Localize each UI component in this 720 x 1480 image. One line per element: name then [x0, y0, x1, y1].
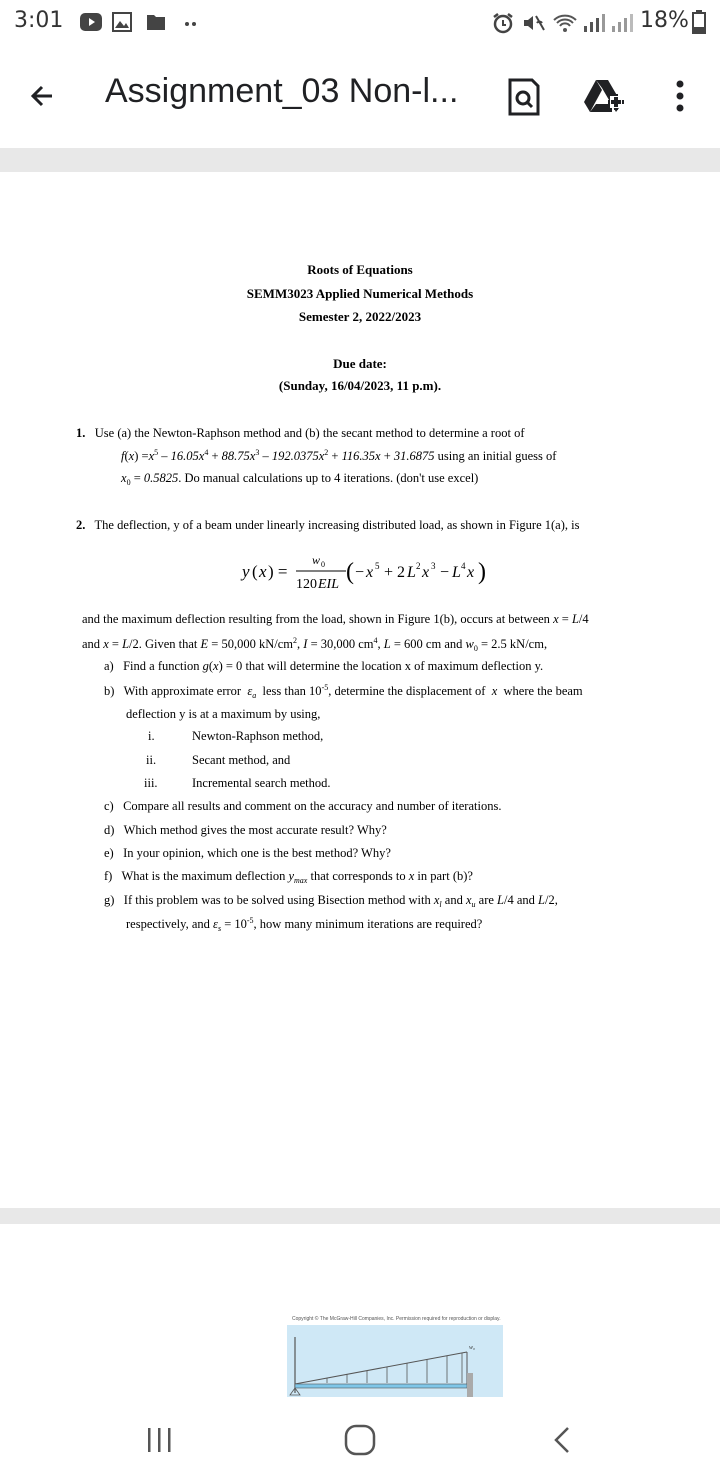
q2-line1 [76, 518, 579, 533]
doc-title: Roots of Equations [307, 262, 413, 277]
status-bar [0, 0, 720, 44]
q2-and: and [82, 637, 101, 651]
part-f-text2: that corresponds to [310, 869, 406, 883]
alarm-icon [492, 12, 514, 34]
more-dots-icon [184, 12, 198, 32]
back-arrow-icon[interactable] [22, 74, 66, 118]
svg-text:x: x [366, 564, 374, 581]
q2-part-a: a) Find a function g(x) = 0 that will determine the location x of maximum deflection y. [104, 659, 544, 673]
more-vert-icon[interactable] [668, 74, 692, 118]
signal-icon [582, 12, 608, 34]
app-bar [0, 44, 720, 148]
part-b-line2: deflection y is at a maximum by using, [126, 707, 321, 721]
svg-text:x: x [422, 564, 430, 581]
home-icon[interactable] [338, 1422, 382, 1458]
part-g-text1: If this problem was to be solved using Bisection method with [123, 893, 431, 907]
youtube-icon [80, 12, 102, 32]
battery-icon [692, 10, 706, 34]
q1-line3: $x_0 = 0.5825$. Do manual calculations up to 4 iterations. (don't use excel) [121, 471, 479, 487]
due-value: (Sunday, 16/04/2023, 11 p.m). [278, 378, 442, 393]
add-to-drive-icon[interactable] [582, 76, 628, 116]
part-d-text: Which method gives the most accurate result? Why? [123, 823, 387, 837]
q2-line-a: and the maximum deflection resulting from the load, shown in Figure 1(b), occurs at between x = L/4 [82, 612, 589, 626]
part-g-text2: and [444, 893, 463, 907]
roman-item [148, 729, 155, 744]
part-g-label: g) [104, 893, 115, 907]
part-d-label: d) [104, 823, 115, 837]
svg-text:5: 5 [375, 561, 380, 571]
part-f-text1: What is the maximum deflection [121, 869, 286, 883]
part-b-label: b) [104, 684, 115, 698]
roman-text: Secant method, and [192, 753, 291, 767]
q2-part-g: g) If this problem was to be solved using Bisection method with $x_l$ and $x_u$ are L/4 and L/2, [104, 893, 558, 909]
signal-icon [610, 12, 636, 34]
gallery-icon [112, 12, 132, 32]
svg-text:(: ( [346, 559, 354, 585]
svg-text:2: 2 [416, 561, 421, 571]
deflection-formula [240, 549, 500, 593]
part-f-label: f) [104, 869, 113, 883]
part-b-text3: , determine the displacement of [328, 684, 486, 698]
svg-text:): ) [478, 559, 486, 585]
q1-x0: 0.5825 [143, 471, 179, 485]
q1-text: Use (a) the Newton-Raphson method and (b) the secant method to determine a root of [94, 426, 525, 440]
roman-text: Newton-Raphson method, [192, 729, 324, 743]
mute-icon [522, 12, 546, 34]
svg-text:4: 4 [461, 561, 466, 571]
status-time: 3:01 [14, 8, 64, 33]
q2-max-deflection-text: and the maximum deflection resulting from the load, shown in Figure 1(b), occurs at between [82, 612, 550, 626]
q2-intro: The deflection, y of a beam under linearly increasing distributed load, as shown in Figure 1(a), is [94, 518, 580, 532]
svg-text:120: 120 [296, 577, 317, 592]
doc-semester: Semester 2, 2022/2023 [298, 309, 422, 324]
svg-text:EIL: EIL [318, 577, 339, 592]
q2-part-b-line2 [126, 707, 320, 722]
back-icon[interactable] [546, 1422, 576, 1458]
part-e-label: e) [104, 846, 114, 860]
part-g-text5: , how many minimum iterations are required? [253, 917, 483, 931]
part-a-text2: that will determine the location x of maximum deflection y. [245, 659, 544, 673]
page-gap [0, 148, 720, 172]
svg-text:x: x [467, 564, 475, 581]
part-b-text2: less than 10 [262, 684, 322, 698]
svg-text:) =: ) = [268, 562, 288, 581]
roman-num: iii. [144, 776, 158, 790]
battery-percent: 18% [640, 8, 689, 33]
q1-line1 [76, 426, 524, 441]
wifi-icon [552, 12, 578, 34]
coef-3: 192.0375 [271, 449, 319, 463]
roman-item-text [192, 753, 290, 768]
q1-initial-guess: using an initial guess of [437, 449, 557, 463]
svg-text:w: w [312, 553, 321, 567]
due-label: Due date: [333, 356, 387, 371]
page-gap [0, 1208, 720, 1224]
svg-text:L: L [407, 564, 416, 581]
figure-caption: Copyright © The McGraw-Hill Companies, Inc. Permission required for reproduction or display. [292, 1316, 501, 1322]
coef-2: 88.75 [221, 449, 250, 463]
part-e-text: In your opinion, which one is the best method? Why? [123, 846, 391, 860]
svg-text:x: x [259, 562, 267, 581]
q1-line2: $f(x) =x^5 - 16.05x^4 + 88.75x^3 - 192.0375x^2 + 116.35x + 31.6875$ using an initial guess of [121, 448, 557, 463]
coef-4: 116.35 [341, 449, 376, 463]
folder-icon [146, 12, 166, 32]
beam-figure [287, 1325, 503, 1397]
q2-part-g-line2: respectively, and $\varepsilon_s = 10^{-5}$, how many minimum iterations are required? [126, 916, 483, 933]
part-c-text: Compare all results and comment on the accuracy and number of iterations. [123, 799, 502, 813]
roman-item [144, 776, 158, 791]
q2-line-b: and x = L/2. Given that E = 50,000 $kN/cm^2$, I = 30,000 $cm^4$, L = 600 cm and $w_0 = 2.5$ kN/cm, [82, 636, 548, 653]
recent-apps-icon[interactable] [140, 1422, 180, 1458]
svg-text:−: − [440, 564, 450, 581]
roman-text: Incremental search method. [192, 776, 331, 790]
svg-text:−: − [355, 564, 365, 581]
roman-item-text [192, 776, 330, 791]
svg-text:3: 3 [431, 561, 436, 571]
nav-bar [0, 1400, 720, 1480]
roman-item-text [192, 729, 323, 744]
part-g-text4: respectively, and [126, 917, 210, 931]
svg-text:(: ( [252, 562, 258, 581]
q1-number: 1. [76, 426, 86, 440]
svg-text:0: 0 [321, 560, 325, 569]
L-value: 600 cm [404, 637, 442, 651]
part-a-text: Find a function [123, 659, 200, 673]
q2-part-b: b) With approximate error $\varepsilon_a$ less than $10^{-5}$, determine the displacement of x where the beam [104, 683, 583, 700]
w0-value: 2.5 kN/cm, [491, 637, 548, 651]
q2-part-e [104, 846, 391, 861]
svg-text:L: L [452, 564, 461, 581]
part-g-text3: are [478, 893, 494, 907]
q1-line3-tail: . Do manual calculations up to 4 iterations. (don't use excel) [178, 471, 479, 485]
doc-course: SEMM3023 Applied Numerical Methods [246, 286, 474, 301]
q2-part-d [104, 823, 387, 838]
svg-text:y: y [242, 562, 250, 581]
coef-5: 31.6875 [393, 449, 435, 463]
q2-part-f: f) What is the maximum deflection $y_{max}$ that corresponds to x in part (b)? [104, 869, 473, 885]
q2-number: 2. [76, 518, 86, 532]
document-title: Assignment_03 Non-l... [105, 72, 459, 110]
part-c-label: c) [104, 799, 114, 813]
part-f-text3: in part (b)? [417, 869, 473, 883]
svg-text:+ 2: + 2 [384, 564, 406, 581]
q2-part-c [104, 799, 501, 814]
roman-item [146, 753, 156, 768]
svg-text:w₀: w₀ [469, 1345, 476, 1351]
part-a-label: a) [104, 659, 114, 673]
preview-icon[interactable] [506, 74, 542, 118]
coef-1: 16.05 [170, 449, 199, 463]
part-b-text1: With approximate error [123, 684, 242, 698]
I-value: 30,000 cm [320, 637, 374, 651]
roman-num: i. [148, 729, 155, 743]
roman-num: ii. [146, 753, 157, 767]
part-b-text4: where the beam [503, 684, 583, 698]
E-value: 50,000 kN/cm [221, 637, 294, 651]
